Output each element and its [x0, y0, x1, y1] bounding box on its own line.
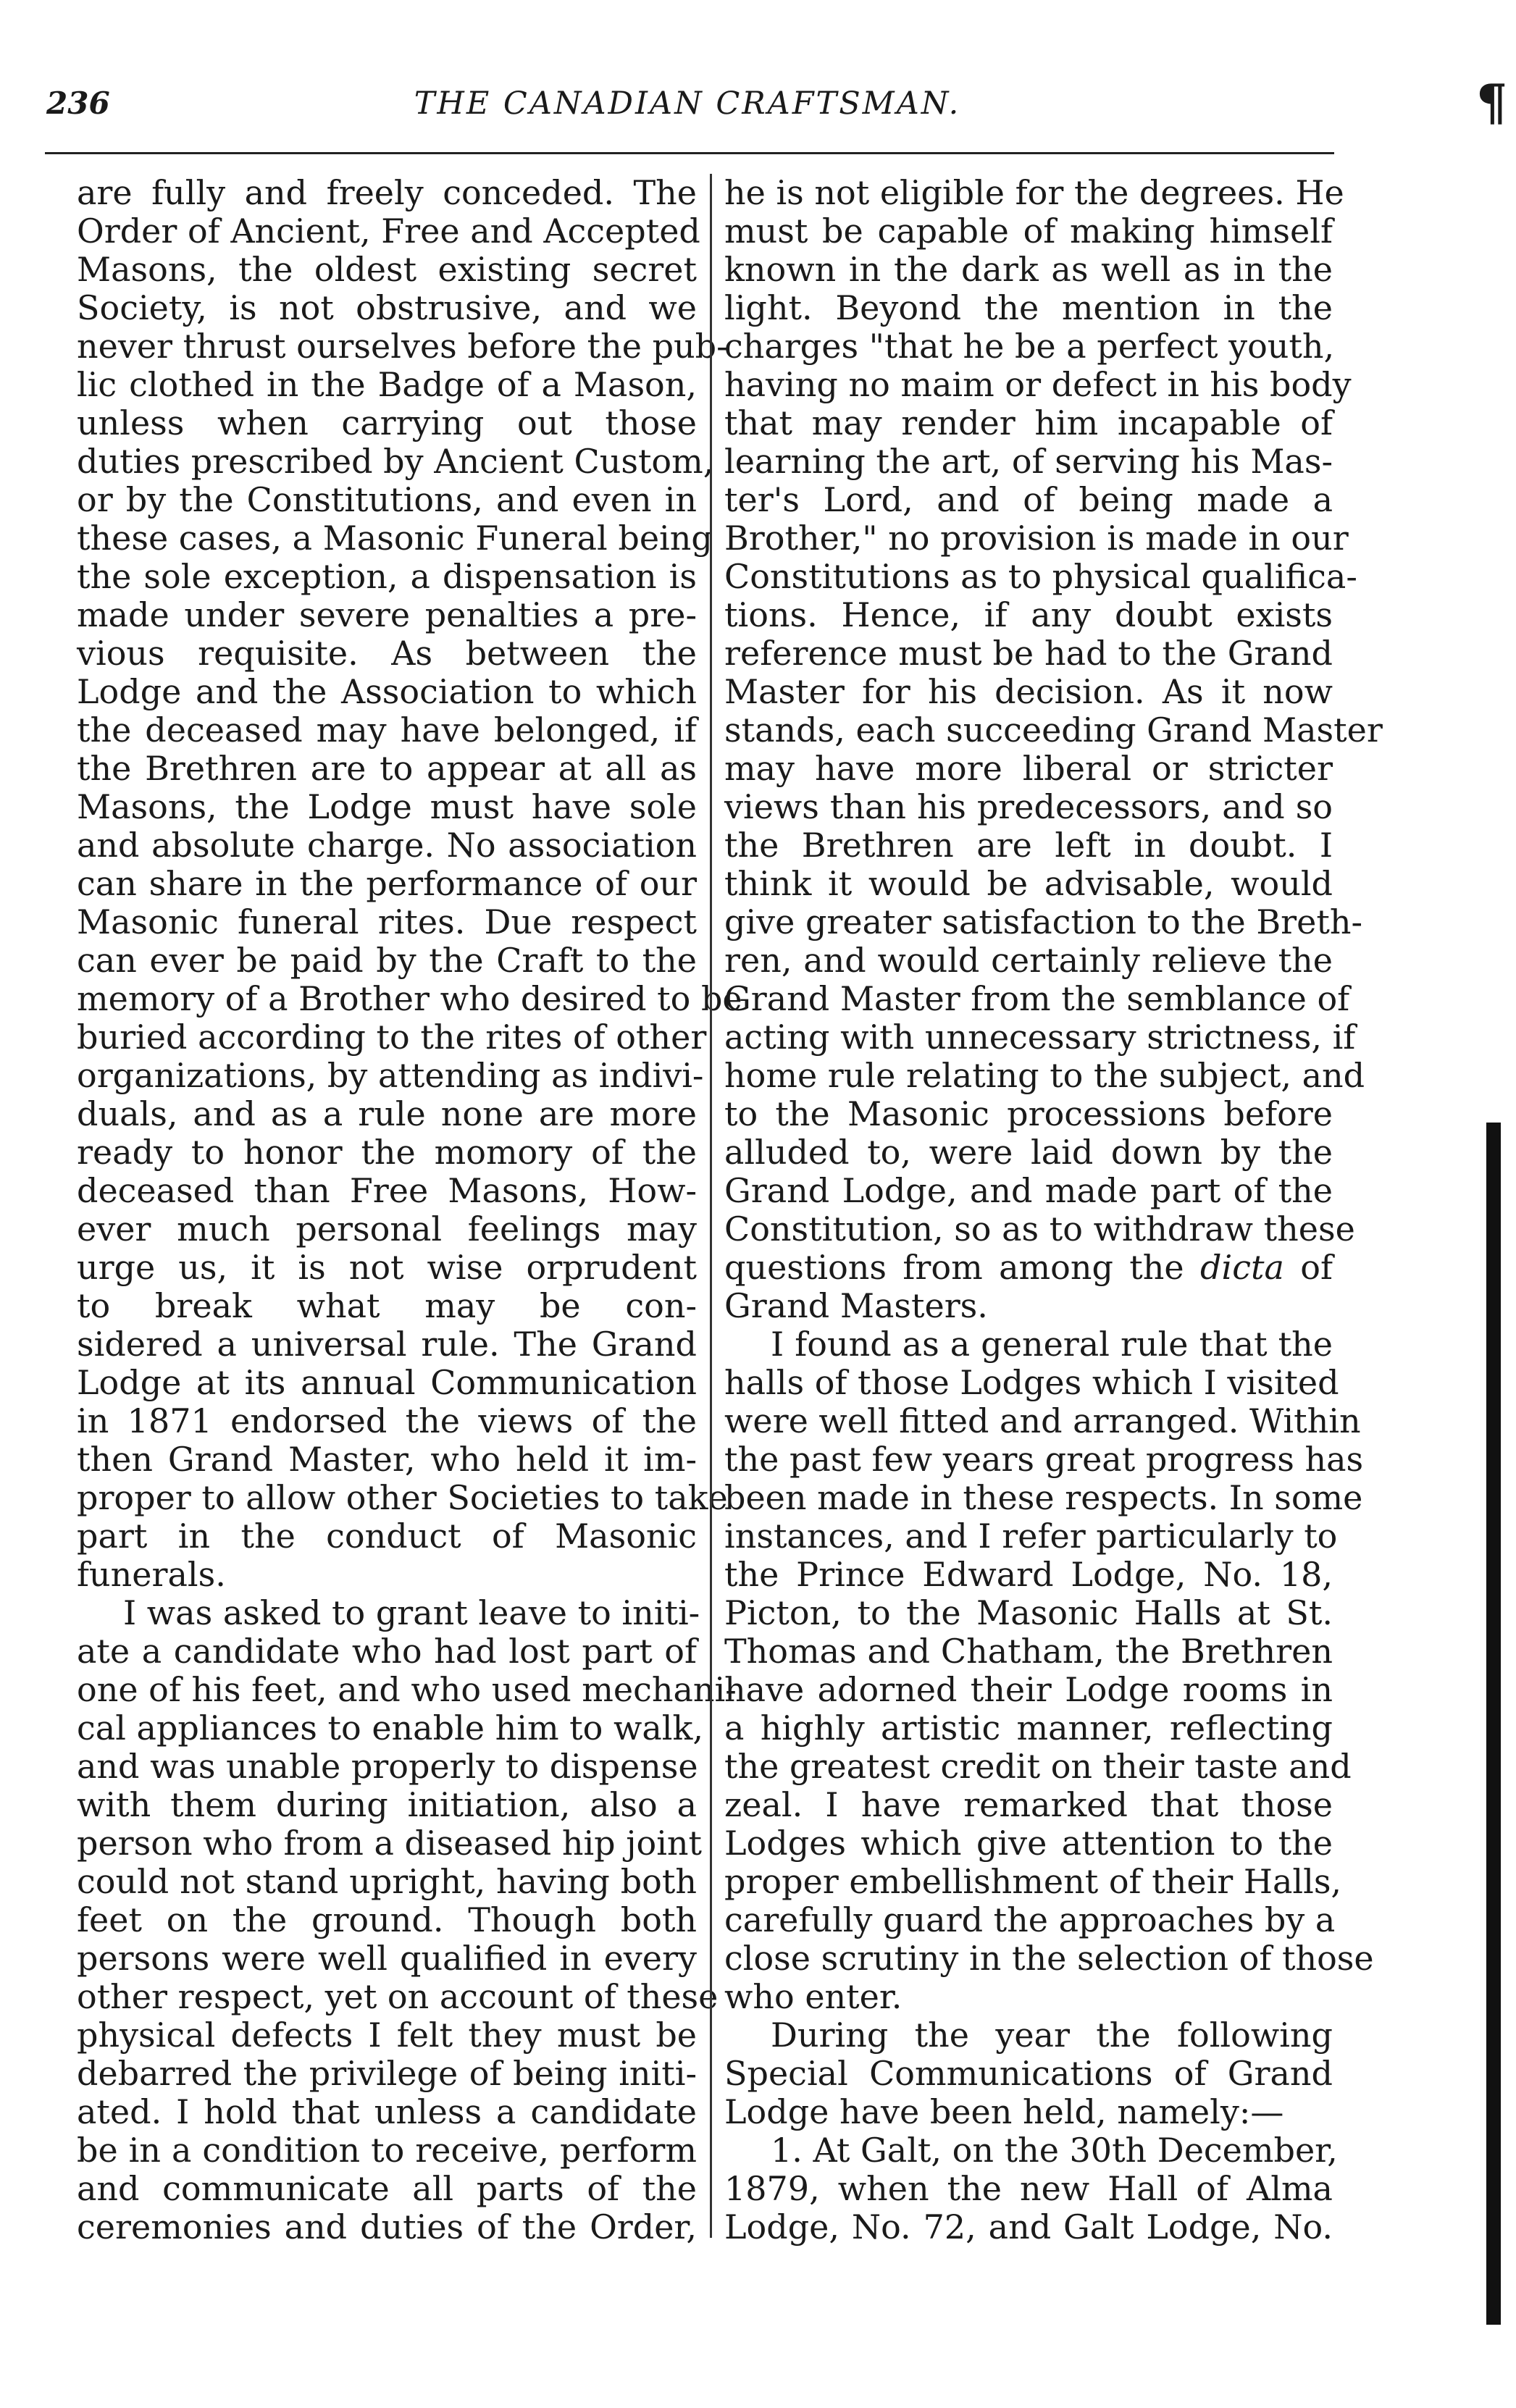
text-line: unless when carrying out those [77, 403, 697, 442]
text-line: reference must be had to the Grand [724, 634, 1333, 673]
text-line: halls of those Lodges which I visited [724, 1363, 1339, 1402]
text-line: sidered a universal rule. The Grand [77, 1325, 697, 1364]
text-line: memory of a Brother who desired to be [77, 979, 742, 1018]
page-edge-shadow [1486, 1123, 1501, 2325]
text-line: feet on the ground. Though both [77, 1900, 697, 1939]
text-line: Masonic funeral rites. Due respect [77, 902, 697, 941]
text-line: I was asked to grant leave to initi- [123, 1593, 700, 1632]
text-line: that may render him incapable of [724, 403, 1333, 442]
text-line: Masons, the oldest existing secret [77, 250, 697, 289]
text-line: think it would be advisable, would [724, 864, 1333, 903]
text-line: one of his feet, and who used mechani- [77, 1670, 737, 1709]
text-line: charges "that he be a perfect youth, [724, 327, 1335, 366]
text-line: Lodges which give attention to the [724, 1824, 1333, 1863]
text-line: Special Communications of Grand [724, 2054, 1333, 2093]
text-line: these cases, a Masonic Funeral being [77, 519, 713, 558]
text-line: the deceased may have belonged, if [77, 710, 697, 750]
text-line: I found as a general rule that the [771, 1325, 1333, 1364]
text-line: Masons, the Lodge must have sole [77, 787, 697, 826]
text-line: views than his predecessors, and so [724, 787, 1333, 826]
text-line: carefully guard the approaches by a [724, 1900, 1336, 1939]
text-line: Constitution, so as to withdraw these [724, 1209, 1355, 1249]
italic-term: dicta [1200, 1248, 1284, 1287]
text-line: duties prescribed by Ancient Custom, [77, 442, 714, 481]
text-line: been made in these respects. In some [724, 1478, 1363, 1517]
text-line: can share in the performance of our [77, 864, 697, 903]
text-line: ated. I hold that unless a candidate [77, 2092, 697, 2131]
text-line: known in the dark as well as in the [724, 250, 1333, 289]
text-line: ready to honor the momory of the [77, 1133, 697, 1172]
text-line: duals, and as a rule none are more [77, 1094, 697, 1133]
text-line: were well fitted and arranged. Within [724, 1401, 1361, 1440]
text-line: urge us, it is not wise orprudent [77, 1248, 697, 1287]
text-line: organizations, by attending as indivi- [77, 1056, 704, 1095]
journal-title: THE CANADIAN CRAFTSMAN. [414, 85, 961, 122]
text-line: with them during initiation, also a [77, 1785, 697, 1824]
text-line: Thomas and Chatham, the Brethren [724, 1632, 1333, 1671]
text-line: and absolute charge. No association [77, 826, 697, 865]
text-line: home rule relating to the subject, and [724, 1056, 1365, 1095]
text-line: be in a condition to receive, perform [77, 2131, 697, 2170]
text-line: never thrust ourselves before the pub- [77, 327, 728, 366]
right-column [724, 173, 1383, 2247]
text-line: made under severe penalties a pre- [77, 595, 697, 634]
text-line: physical defects I felt they must be [77, 2015, 697, 2055]
text-line: and communicate all parts of the [77, 2169, 697, 2208]
running-header [46, 85, 1328, 136]
column-divider [710, 174, 712, 2238]
text-line: Lodge have been held, namely:— [724, 2092, 1284, 2131]
text-line: During the year the following [771, 2015, 1333, 2055]
text-line: Picton, to the Masonic Halls at St. [724, 1593, 1333, 1632]
text-line: zeal. I have remarked that those [724, 1785, 1333, 1824]
text-line: the greatest credit on their taste and [724, 1747, 1352, 1786]
text-line: or by the Constitutions, and even in [77, 480, 697, 519]
text-line: learning the art, of serving his Mas- [724, 442, 1333, 481]
text-line: proper to allow other Societies to take [77, 1478, 728, 1517]
text-line: ate a candidate who had lost part of [77, 1632, 697, 1671]
text-line: Brother," no provision is made in our [724, 519, 1349, 558]
text-line: and was unable properly to dispense [77, 1747, 698, 1786]
text-line: ever much personal feelings may [77, 1209, 697, 1249]
text-line: could not stand upright, having both [77, 1862, 697, 1901]
text-line: Grand Lodge, and made part of the [724, 1171, 1333, 1210]
text-line: other respect, yet on account of these [77, 1977, 719, 2016]
text-line: the Prince Edward Lodge, No. 18, [724, 1555, 1333, 1594]
text-line [724, 1249, 1333, 1287]
text-line: Lodge at its annual Communication [77, 1363, 697, 1402]
text-line: debarred the privilege of being initi- [77, 2054, 697, 2093]
text-line: lic clothed in the Badge of a Mason, [77, 365, 697, 404]
text-line: are fully and freely conceded. The [77, 173, 697, 212]
text-line: close scrutiny in the selection of those [724, 1939, 1374, 1978]
text-line: cal appliances to enable him to walk, [77, 1708, 703, 1748]
left-column [77, 173, 742, 2247]
text-line: person who from a diseased hip joint [77, 1824, 703, 1863]
header-rule [45, 152, 1334, 154]
text-line: Lodge and the Association to which [77, 672, 697, 711]
text-line: have adorned their Lodge rooms in [724, 1670, 1333, 1709]
text-line: alluded to, were laid down by the [724, 1133, 1333, 1172]
text-line: he is not eligible for the degrees. He [724, 173, 1344, 212]
text-line: ter's Lord, and of being made a [724, 480, 1333, 519]
text-line: light. Beyond the mention in the [724, 288, 1333, 327]
text-line: can ever be paid by the Craft to the [77, 941, 697, 980]
text-line: then Grand Master, who held it im- [77, 1440, 697, 1479]
text-line: the Brethren are left in doubt. I [724, 826, 1333, 865]
text-line: buried according to the rites of other [77, 1018, 707, 1057]
text-line: proper embellishment of their Halls, [724, 1862, 1342, 1901]
text-line: Master for his decision. As it now [724, 672, 1333, 711]
margin-mark: ¶ [1476, 74, 1508, 132]
text-line: tions. Hence, if any doubt exists [724, 595, 1333, 634]
text-fragment: of [1300, 1248, 1333, 1287]
text-line: stands, each succeeding Grand Master [724, 710, 1383, 750]
text-line: to the Masonic processions before [724, 1094, 1333, 1133]
text-line: ren, and would certainly relieve the [724, 941, 1333, 980]
text-line: Lodge, No. 72, and Galt Lodge, No. [724, 2207, 1333, 2247]
text-line: part in the conduct of Masonic [77, 1516, 697, 1556]
text-line: to break what may be con- [77, 1286, 697, 1325]
text-line: Society, is not obstrusive, and we [77, 288, 697, 327]
page-number: 236 [46, 85, 110, 121]
text-line: Grand Master from the semblance of [724, 979, 1350, 1018]
text-line: instances, and I refer particularly to [724, 1516, 1338, 1556]
text-line: ceremonies and duties of the Order, [77, 2207, 697, 2247]
text-line: having no maim or defect in his body [724, 365, 1352, 404]
text-line: 1879, when the new Hall of Alma [724, 2169, 1333, 2208]
text-line: a highly artistic manner, reflecting [724, 1708, 1333, 1748]
text-line: Order of Ancient, Free and Accepted [77, 211, 700, 251]
text-line: who enter. [724, 1977, 903, 2016]
text-line: give greater satisfaction to the Breth- [724, 902, 1363, 941]
text-line: the Brethren are to appear at all as [77, 749, 697, 788]
text-line: vious requisite. As between the [77, 634, 697, 673]
text-line: Grand Masters. [724, 1286, 988, 1325]
text-line: persons were well qualified in every [77, 1939, 697, 1978]
text-line: may have more liberal or stricter [724, 749, 1333, 788]
text-line: 1. At Galt, on the 30th December, [771, 2131, 1338, 2170]
text-line: in 1871 endorsed the views of the [77, 1401, 697, 1440]
text-line: the sole exception, a dispensation is [77, 557, 697, 596]
text-line: must be capable of making himself [724, 211, 1333, 251]
text-line: funerals. [77, 1555, 226, 1594]
text-line: the past few years great progress has [724, 1440, 1364, 1479]
text-line: Constitutions as to physical qualifica- [724, 557, 1357, 596]
text-fragment: questions from among the [724, 1248, 1184, 1287]
text-line: deceased than Free Masons, How- [77, 1171, 697, 1210]
text-line: acting with unnecessary strictness, if [724, 1018, 1356, 1057]
